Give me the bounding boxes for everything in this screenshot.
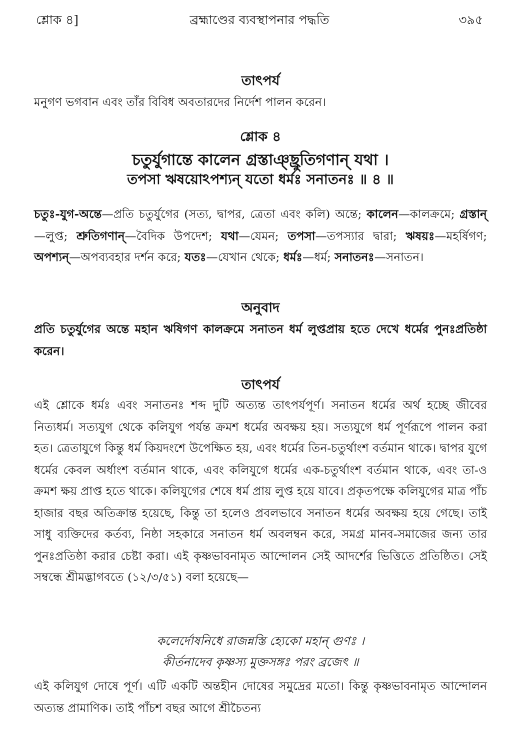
- synonym-entry: [406, 229, 487, 243]
- header-verse-ref: শ্লোক ৪]: [36, 12, 79, 27]
- synonym-dash: —: [101, 207, 114, 221]
- synonym-term: অপশ্যন্: [34, 250, 70, 264]
- purport-text-1: মনুগণ ভগবান এবং তাঁর বিবিধ অবতারদের নির্দেশ পালন করেন।: [34, 95, 327, 109]
- translation-heading: অনুবাদ: [241, 300, 280, 316]
- synonym-dash: —: [124, 228, 137, 243]
- synonym-dash: —: [315, 228, 327, 243]
- synonym-entry: [34, 207, 367, 221]
- synonym-meaning: লুপ্ত;: [45, 228, 77, 243]
- sanskrit-quote-line-1: কলের্দোষনিধে রাজন্নস্তি হ্যেকো মহান্ গুণঃ ।: [156, 634, 365, 648]
- word-for-word-synonyms: [34, 204, 487, 269]
- synonym-dash: —: [398, 207, 410, 221]
- header-chapter-title: ব্রহ্মাণ্ডের ব্যবস্থাপনার পদ্ধতি: [189, 12, 330, 27]
- purport-heading-1: তাৎপর্য: [241, 73, 280, 89]
- synonym-dash: —: [434, 228, 447, 243]
- synonym-term: শ্রুতিগণান্: [76, 228, 125, 243]
- synonym-entry: [283, 250, 334, 264]
- synonym-term: গ্রস্তান্: [459, 207, 487, 221]
- synonym-dash: —: [69, 250, 81, 264]
- synonym-term: তপসা: [287, 228, 316, 243]
- synonym-entry: [221, 229, 288, 243]
- synonym-dash: —: [374, 250, 386, 264]
- synonym-dash: —: [238, 228, 251, 243]
- verse-line-2: তপসা ঋষয়োঽপশ্যন্ যতো ধর্মঃ সনাতনঃ ॥ ৪ ॥: [127, 172, 394, 188]
- synonym-dash: —: [302, 250, 315, 264]
- synonym-meaning: যেখান থেকে;: [217, 250, 284, 264]
- synonym-meaning: বৈদিক উপদেশ;: [136, 228, 222, 243]
- synonym-term: চতুঃ-যুগ-অন্তে: [34, 207, 102, 221]
- translation-text: প্রতি চতুর্যুগের অন্তে মহান ঋষিগণ কালক্রমে সনাতন ধর্ম লুপ্তপ্রায় হতে দেখে ধর্মের পুনঃপ্রতিষ্ঠা করেন।: [34, 322, 487, 358]
- verse-line-1: চতুর্যুগান্তে কালেন গ্রস্তাঞ্ছ্রুতিগণান্ যথা ।: [132, 150, 389, 169]
- synonym-entry: [185, 250, 284, 264]
- verse-label: শ্লোক ৪: [239, 129, 282, 145]
- synonym-list: [34, 207, 487, 264]
- synonym-meaning: অপব্যবহার দর্শন করে;: [80, 250, 185, 264]
- header-page-number: ৩৯৫: [458, 12, 483, 27]
- synonym-dash: —: [206, 250, 218, 264]
- synonym-meaning: যেমন;: [250, 228, 288, 243]
- synonym-entry: [34, 250, 185, 264]
- purport-paragraph-2: এই কলিযুগ দোষে পূর্ণ। এটি একটি অন্তহীন দোষের সমুদ্রের মতো। কিন্তু কৃষ্ণভাবনামৃত আন্দোলন অত্যন্ত প্রামাণিক। তাই পাঁচশ বছর আগে শ্রীচৈতন্য: [34, 679, 487, 715]
- synonym-dash: —: [34, 228, 46, 243]
- synonym-term: ঋষয়ঃ: [405, 228, 435, 243]
- purport-paragraph-1: এই শ্লোকে ধর্মঃ এবং সনাতনঃ শব্দ দুটি অত্যন্ত তাৎপর্যপূর্ণ। সনাতন ধর্মের অর্থ হচ্ছে জীবের নিত্যধর্ম। সত্যযুগ থেকে কলিযুগ পর্যন্ত ক্রমশ ধর্মের অবক্ষয় হয়। সত্যযুগে ধর্ম পূর্ণরূপে পালন করা হত। ত্রেতাযুগে কিন্তু ধর্ম কিয়দংশে উপেক্ষিত হয়, এবং ধর্মের তিন-চতুর্থাংশ বর্তমান থাকে। দ্বাপর যুগে ধর্মের কেবল অর্ধাংশ বর্তমান থাকে, এবং কলিযুগে ধর্মের এক-চতুর্থাংশ বর্তমান থাকে, এবং তা-ও ক্রমশ ক্ষয় প্রাপ্ত হতে থাকে। কলিযুগের শেষে ধর্ম প্রায় লুপ্ত হয়ে যাবে। প্রকৃতপক্ষে কলিযুগের মাত্র পাঁচ হাজার বছর অতিক্রান্ত হয়েছে, কিন্তু তা হলেও প্রবলভাবে সনাতন ধর্মের অবক্ষয় হয়ে গেছে। তাই সাধু ব্যক্তিদের কর্তব্য, নিষ্ঠা সহকারে সনাতন ধর্ম অবলম্বন করে, সমগ্র মানব-সমাজের জন্য তার পুনঃপ্রতিষ্ঠা করার চেষ্টা করা। এই কৃষ্ণভাবনামৃত আন্দোলন সেই আদর্শের ভিত্তিতে প্রতিষ্ঠিত। সেই সম্বন্ধে শ্রীমদ্ভাগবতে (১২/৩/৫১) বলা হয়েছে—: [34, 398, 487, 584]
- running-header: [36, 10, 483, 30]
- synonym-meaning: মহর্ষিগণ;: [446, 228, 487, 243]
- synonym-entry: [335, 250, 424, 264]
- synonym-term: যথা: [221, 228, 239, 243]
- sanskrit-quote-line-2: কীর্তনাদেব কৃষ্ণস্য মুক্তসঙ্গঃ পরং ব্রজেৎ ॥: [162, 655, 359, 669]
- synonym-meaning: কালক্রমে;: [409, 207, 460, 221]
- synonym-term: সনাতনঃ: [334, 250, 375, 264]
- purport-heading-2: তাৎপর্য: [241, 377, 280, 393]
- synonym-term: কালেন: [366, 207, 399, 221]
- synonym-entry: [367, 207, 460, 221]
- synonym-entry: [76, 229, 221, 243]
- synonym-meaning: প্রতি চতুর্যুগের (সত্য, দ্বাপর, ত্রেতা এবং কলি) অন্তে;: [113, 207, 367, 221]
- synonym-entry: [288, 229, 406, 243]
- synonym-term: ধর্মঃ: [283, 250, 303, 264]
- synonym-meaning: সনাতন।: [385, 250, 424, 264]
- synonym-meaning: তপস্যার দ্বারা;: [326, 228, 406, 243]
- synonym-meaning: ধর্ম;: [314, 250, 335, 264]
- synonym-term: যতঃ: [184, 250, 207, 264]
